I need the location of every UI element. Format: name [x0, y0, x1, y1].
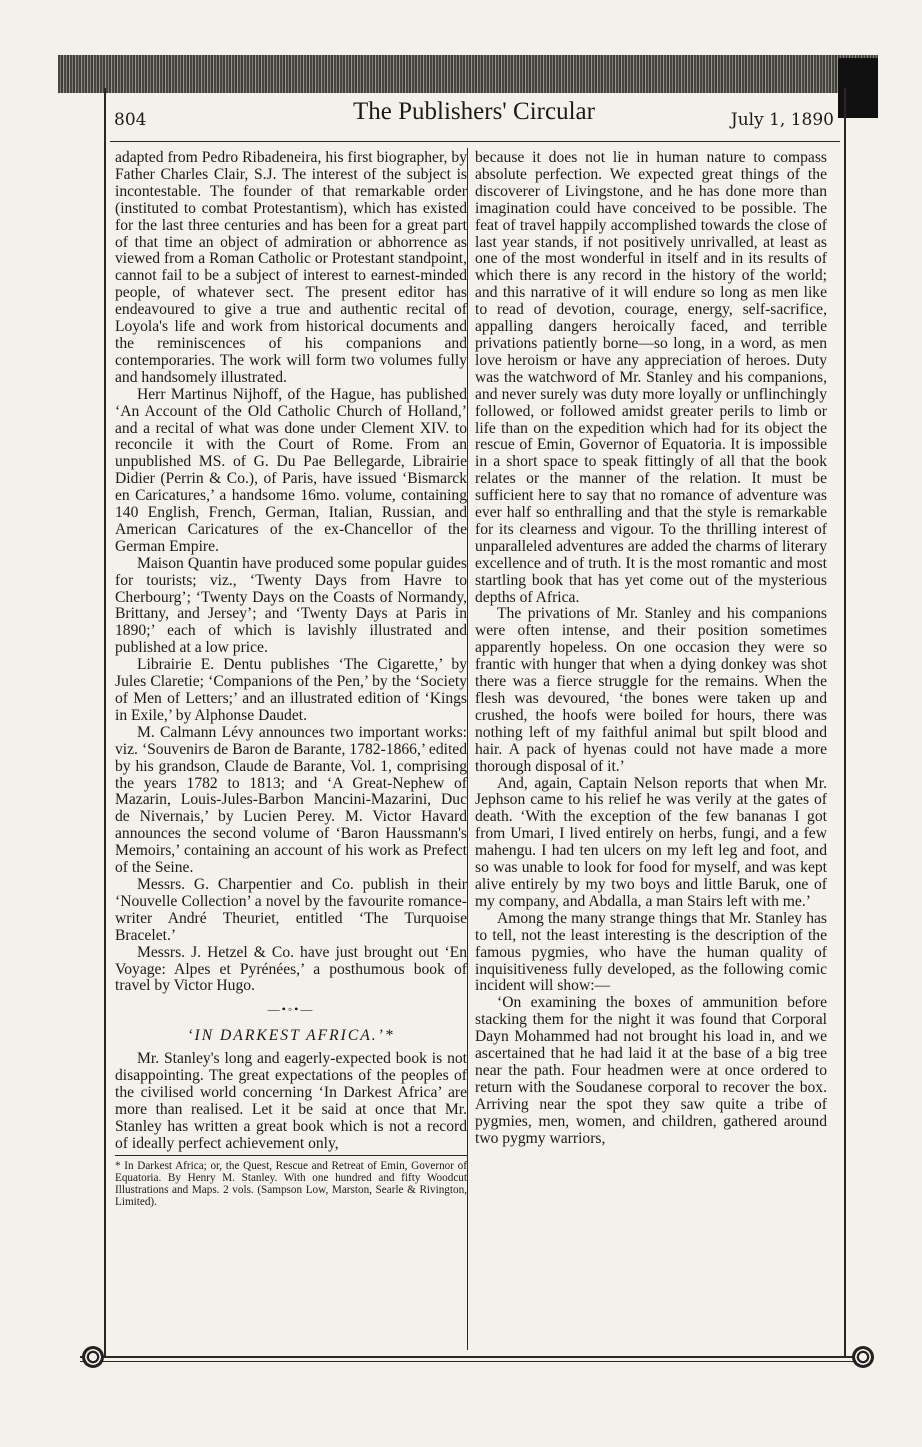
- right-column: [475, 150, 827, 1147]
- paragraph: adapted from Pedro Ribadeneira, his first biographer, by Father Charles Clair, S.J. The interest of the subject is incontestable. The founder of that remarkable order (instituted to combat Protestantism), which has existed for the last three centuries and has been for a great part of that time an object of admiration or abhorrence as viewed from a Roman Catholic or Protestant standpoint, cannot fail to be a subject of interest to earnest-minded people, of whatever sect. The present editor has endeavoured to give a true and authentic recital of Loyola's life and work from historical documents and the reminiscences of his companions and contemporaries. The work will form two volumes fully and handsomely illustrated.: [115, 149, 467, 386]
- column-rule: [467, 148, 468, 1350]
- footer-ornament-left-icon: [82, 1346, 104, 1368]
- journal-title: The Publishers' Circular: [353, 98, 595, 125]
- section-ornament: —•◦•—: [267, 1002, 315, 1017]
- footer-rule: [80, 1356, 870, 1358]
- footer-ornament-right-icon: [852, 1346, 874, 1368]
- footnote-rule: [115, 1155, 467, 1156]
- paragraph: M. Calmann Lévy announces two important works: viz. ‘Souvenirs de Baron de Barante, 1782-1866,’ edited by his grandson, Claude de Barante, Vol. 1, comprising the years 1782 to 1813; and ‘A Great-Nephew of Mazarin, Louis-Jules-Barbon Mancini-Mazarini, Duc de Nivernais,’ by Lucien Perey. M. Victor Havard announces the second volume of ‘Baron Haussmann's Memoirs,’ containing an account of his work as Prefect of the Seine.: [115, 723, 467, 877]
- paragraph: Librairie E. Dentu publishes ‘The Cigarette,’ by Jules Claretie; ‘Companions of the Pen,’ by the ‘Society of Men of Letters;’ and an illustrated edition of ‘Kings in Exile,’ by Alphonse Daudet.: [115, 656, 467, 724]
- paragraph: Among the many strange things that Mr. Stanley has to tell, not the least interesting is the description of the famous pygmies, who have the human quality of inquisitiveness fully developed, as the following comic incident will show:—: [475, 909, 827, 995]
- paragraph: Messrs. G. Charpentier and Co. publish in their ‘Nouvelle Collection’ a novel by the favourite romance-writer André Theuriet, entitled ‘The Turquoise Bracelet.’: [115, 875, 467, 944]
- paragraph: The privations of Mr. Stanley and his companions were often intense, and their position sometimes apparently hopeless. On one occasion they were so frantic with hunger that when a dying donkey was shot there was a fierce struggle for the remains. When the flesh was devoured, ‘the bones were taken up and crushed, the hoofs were boiled for hours, there was nothing left of my faithful animal but spilt blood and hair. A pack of hyenas could not have made a more thorough disposal of it.’: [475, 605, 827, 775]
- header-rule: [110, 141, 840, 142]
- paragraph: Messrs. J. Hetzel & Co. have just brought out ‘En Voyage: Alpes et Pyrénées,’ a posthumous book of travel by Victor Hugo.: [115, 943, 467, 995]
- paragraph: ‘On examining the boxes of ammunition before stacking them for the night it was found that Corporal Dayn Mohammed had not brought his load in, and we ascertained that he had laid it at the base of a big tree near the path. Four headmen were at once ordered to return with the Soudanese corporal to recover the box. Arriving near the spot they saw quite a tribe of pygmies, men, women, and children, gathered around two pygmy warriors,: [475, 994, 827, 1147]
- issue-date: July 1, 1890: [730, 110, 834, 130]
- page-number: 804: [114, 110, 147, 130]
- section-heading: ‘IN DARKEST AFRICA.’*: [187, 1027, 395, 1045]
- paragraph: And, again, Captain Nelson reports that when Mr. Jephson came to his relief he was verily at the gates of death. ‘With the exception of the few bananas I got from Umari, I lived entirely on herbs, fungi, and a few mahengu. I had ten ulcers on my left leg and foot, and so was unable to look for food for myself, and was kept alive entirely by my two boys and little Baruk, one of my company, and Abdalla, a man Stairs left with me.’: [475, 774, 827, 910]
- paragraph: Herr Martinus Nijhoff, of the Hague, has published ‘An Account of the Old Catholic Church of Holland,’ and a recital of what was done under Clement XIV. to reconcile it with the Court of Rome. From an unpublished MS. of G. Du Pae Bellegarde, Librairie Didier (Perrin & Co.), of Paris, have issued ‘Bismarck en Caricatures,’ a handsome 16mo. volume, containing 140 English, French, German, Italian, Russian, and American Caricatures of the ex-Chancellor of the German Empire.: [115, 385, 467, 555]
- footer-rule-thin: [80, 1361, 870, 1362]
- left-column: [115, 150, 467, 1208]
- page-header: [112, 98, 836, 138]
- paragraph: because it does not lie in human nature to compass absolute perfection. We expected great things of the discoverer of Livingstone, and he has done more than imagination could have conceived to be possible. The feat of travel happily accomplished towards the close of last year stands, if not positively unrivalled, at least as one of the most wonderful in itself and in its results of which there is any record in the history of the world; and this narrative of it will endure so long as men like to read of devotion, courage, energy, self-sacrifice, appalling dangers heroically faced, and terrible privations patiently borne—so long, in a word, as men love heroism or have any appreciation of heroes. Duty was the watchword of Mr. Stanley and his companions, and never surely was duty more loyally or unflinchingly followed, or followed amidst greater perils to limb or life than on the expedition which had for its object the rescue of Emin, Governor of Equatoria. It is impossible in a short space to speak fittingly of all that the book relates or the manner of the relation. It must be sufficient here to say that no romance of adventure was ever half so enthralling and that the style is remarkable for its clearness and vigour. To the thrilling interest of unparalleled adventures are added the charms of literary excellence and of truth. It is the most romantic and most startling book that has yet come out of the mysterious depths of Africa.: [475, 149, 827, 606]
- paragraph: Mr. Stanley's long and eagerly-expected book is not disappointing. The great expectations of the peoples of the civilised world concerning ‘In Darkest Africa’ are more than realised. Let it be said at once that Mr. Stanley has written a great book which is not a record of ideally perfect achievement only,: [115, 1050, 467, 1152]
- paragraph: Maison Quantin have produced some popular guides for tourists; viz., ‘Twenty Days from Havre to Cherbourg’; ‘Twenty Days on the Coasts of Normandy, Brittany, and Jersey’; and ‘Twenty Days at Paris in 1890;’ each of which is lavishly illustrated and published at a low price.: [115, 554, 467, 657]
- footnote: * In Darkest Africa; or, the Quest, Rescue and Retreat of Emin, Governor of Equatoria. By Henry M. Stanley. With one hundred and fifty Woodcut Illustrations and Maps. 2 vols. (Sampson Low, Marston, Searle & Rivington, Limited).: [115, 1159, 467, 1208]
